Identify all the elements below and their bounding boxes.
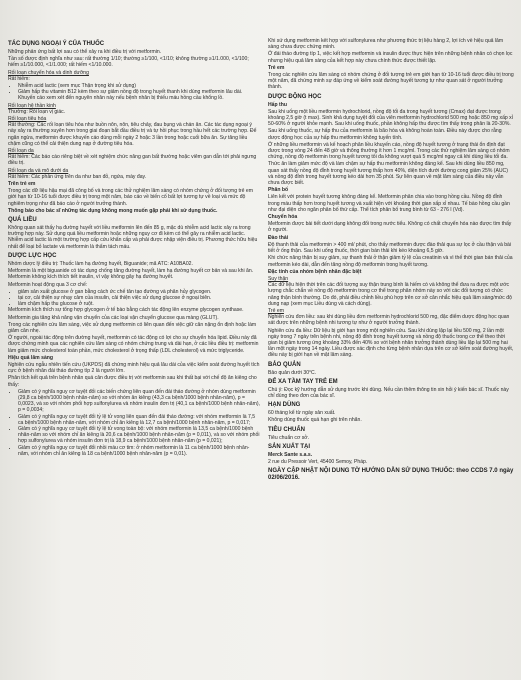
paragraph: Metformin kích thích sự tổng hợp glycogen ở tế bào bằng cách tác động lên enzyme glycogen synthase.	[8, 307, 244, 314]
paragraph: Độ thanh thải của metformin > 400 ml/ phút, cho thấy metformin được đào thải qua sự lọc ở cầu thận và bài tiết ở ống thận. Sau khi uống thuốc, thời gian bán thải khi kéo khoảng 6,5 giờ.	[268, 241, 511, 255]
paragraph: Nghiên cứu ngẫu nhiên tiến cứu (UKPDS) đã chứng minh hiệu quả lâu dài của việc kiểm soát đường huyết tích cực ở bệnh nhân đái tháo đường típ 2 là người lớn.	[8, 361, 260, 375]
subheading: Hiệu quả lâm sàng	[8, 354, 54, 361]
list-item: • giảm sản xuất glucose ở gan bằng cách ức chế tân tạo đường và phân hủy glycogen.	[18, 289, 260, 295]
section-heading-storage: BẢO QUẢN	[268, 361, 301, 368]
list-item: • Giảm có ý nghĩa nguy cơ tuyệt đối các biến chứng liên quan đến đái tháo đường ở nhóm dùng metformin (29,8 ca bệnh/1000 bệnh nhân-năm) so với nhóm ăn kiêng (43,3 ca bệnh/1000 bệnh nhân-năm), p = 0,0023, và so với nhóm phối hợp sulfonylurea và nhóm insulin đơn trị (40,1 ca bệnh/1000 bệnh nhân-năm), p = 0,0034;	[18, 389, 260, 414]
list-item: • Giảm có ý nghĩa nguy cơ tuyệt đối tỷ lệ tử vong liên quan đến đái tháo đường: với nhóm metformin là 7,5 ca bệnh/1000 bệnh nhân-năm, với nhóm chỉ ăn kiêng là 12,7 ca bệnh/1000 bệnh nhân-năm, p = 0,017;	[18, 414, 260, 426]
subheading: Trẻ em	[268, 64, 285, 71]
paragraph: Tần số được định nghĩa như sau: rất thường 1/10; thường ≥1/100, <1/10; không thường ≥1/1.000, <1/100; hiếm ≥1/10.000, <1/1.000; rất hiếm <1/10.000.	[8, 56, 249, 69]
manufacturer-address: 2 rue du Pressoir Vert, 45400 Semoy, Pháp.	[268, 458, 368, 465]
paragraph: Metformin được bài tiết dưới dạng không đổi trong nước tiểu. Không có chất chuyển hóa nào được tìm thấy ở người.	[268, 221, 512, 234]
list-item: • Nhiễm acid lactic (xem mục Thận trọng khi sử dụng)	[18, 83, 260, 89]
bullet-list	[8, 389, 260, 457]
section-heading-side-effects: TÁC DỤNG NGOẠI Ý CỦA THUỐC	[8, 41, 105, 47]
paragraph: Sau khi uống thuốc, sự hấp thu của metformin là bão hòa và không hoàn toàn. Điều này được cho rằng dược động học của sự hấp thu metformin không tuyến tính.	[268, 128, 502, 141]
paragraph: Nghiên cứu đơn liều: sau khi dùng liều đơn metformin hydrochlorid 500 mg, đặc điểm dược động học quan sát được trên những bệnh nhi tương tự như ở người trưởng thành.	[268, 314, 510, 327]
paragraph: Trong các dữ liệu hậu mại đã công bố và trong các thử nghiệm lâm sàng có nhóm chứng ở đối tượng trẻ em giới hạn từ 10-16 tuổi được điều trị trong một năm, báo cáo về biến cố bất lợi tương tự về loại và mức độ nghiêm trọng như đã báo cáo ở người trưởng thành.	[8, 188, 253, 207]
paragraph: Không quan sát thấy hạ đường huyết với liều metformin lên đến 85 g, mặc dù nhiễm acid lactic xảy ra trong trường hợp này. Sử dụng quá liều metformin hoặc những nguy cơ đi kèm có thể gây ra nhiễm acid lactic. Nhiễm acid lactic là một trường hợp cấp cứu khẩn cấp và phải được nhập viện điều trị. Phương thức hữu hiệu nhất để loại bỏ lactate và metformin là thẩm tách máu.	[8, 225, 258, 250]
list-item: • làm chậm hấp thu glucose ở ruột.	[18, 301, 260, 307]
paragraph: Chú ý: Đọc kỹ hướng dẫn sử dụng trước khi dùng. Nếu cần thêm thông tin xin hỏi ý kiến bác sĩ. Thuốc này chỉ dùng theo đơn của bác sĩ.	[268, 386, 509, 399]
subheading: Trên trẻ em	[8, 181, 36, 188]
paragraph: Khi chức năng thận bị suy giảm, sự thanh thải ở thận giảm tỷ lệ của creatinin và vì thế thời gian bán thải của metformin kéo dài, dẫn đến tăng nồng độ metformin trong huyết tương.	[268, 255, 513, 268]
section-heading-manufacturer: SẢN XUẤT TẠI	[268, 443, 310, 450]
revision-date: NGÀY CẬP NHẬT NỘI DUNG TỜ HƯỚNG DẪN SỬ DỤNG THUỐC: theo CCDS 7.0 ngày 02/06/2016.	[268, 468, 514, 482]
paragraph: Sau khi uống một liều metformin hydrochlorid, nồng độ tối đa trong huyết tương (Cmax) đạt được trong khoảng 2,5 giờ (t max). Sinh khả dụng tuyệt đối của viên metformin hydrochlorid 500 mg hoặc 850 mg xấp xỉ 50-60% ở người khỏe mạnh. Sau khi uống thuốc, phần không hấp thu được tìm thấy trong phân là 20-30%.	[268, 108, 513, 128]
subheading: Trẻ em	[268, 307, 284, 314]
list-item: • Giảm hấp thu vitamin B12 kèm theo sự giảm nồng độ trong huyết thanh khi dùng metformin lâu dài. Khuyến cáo xem xét đến nguyên nhân này nếu bệnh nhân bị thiếu máu hồng cầu khổng lồ.	[18, 89, 260, 101]
bullet-list	[8, 289, 260, 308]
section-heading-pharmacokinetics: DƯỢC ĐỘNG HỌC	[268, 93, 322, 100]
paragraph: Metformin là một biguanide có tác dụng chống tăng đường huyết, làm hạ đường huyết cơ bản và sau khi ăn. Metformin không kích thích tiết insulin, vì vậy không gây hạ đường huyết.	[8, 268, 254, 281]
subheading: Chuyển hóa	[268, 214, 298, 221]
subheading: Đặc tính của nhóm bệnh nhân đặc biệt	[268, 268, 362, 275]
right-column	[268, 38, 514, 674]
paragraph: Nhóm dược lý điều trị: Thuốc làm hạ đường huyết, Biguanide; mã ATC: A10BA02.	[8, 260, 193, 267]
section-heading-keep-away: ĐỂ XA TẦM TAY TRẺ EM	[268, 378, 338, 385]
list-item: • Giảm có ý nghĩa nguy cơ tuyệt đối tỷ lệ tử vong toàn bộ: với nhóm metformin là 13,5 ca bệnh/1000 bệnh nhân-năm so với nhóm chỉ ăn kiêng là 20,6 ca bệnh/1000 bệnh nhân-năm (p = 0,011), và so với nhóm phối hợp sulfonylurea và nhóm insulin đơn trị là 18,9 ca bệnh/1000 bệnh nhân-năm (p = 0,021);	[18, 426, 260, 445]
list-item: • Giảm có ý nghĩa nguy cơ tuyệt đối nhồi máu cơ tim: ở nhóm metformin là 11 ca bệnh/1000 bệnh nhân-năm, với nhóm chỉ ăn kiêng là 18 ca bệnh/1000 bệnh nhân-năm (p = 0,01).	[18, 445, 260, 457]
paragraph: Các dữ liệu hiện thời trên các đối tượng suy thận trung bình là hiếm có và không thể đưa ra được một ước lượng chắc chắn về nồng độ metformin trong cơ thể trong phân nhóm này so với các đối tượng có chức năng thận bình thường. Do đó, phải điều chỉnh liều phù hợp trên cơ sở cân nhắc hiệu quả lâm sàng/mức độ dung nạp (xem mục Liều dùng và cách dùng).	[268, 282, 512, 307]
paragraph: Ở đái tháo đường típ 1, việc kết hợp metformin và insulin được thực hiện trên những bệnh nhân có chọn lọc nhưng hiệu quả lâm sàng của kết hợp này chưa chính thức được thiết lập.	[268, 51, 513, 64]
bullet-list	[8, 83, 260, 102]
manufacturer-name: Merck Sante s.a.s.	[268, 451, 313, 458]
paragraph: Liên kết với protein huyết tương không đáng kể. Metformin phân chia vào trong hồng cầu. Nồng độ đỉnh trong máu thấp hơn trong huyết tương và xuất hiện với khoảng thời gian xấp xỉ nhau. Tế bào hồng cầu gần như đại diện cho ngăn phân bố thứ cấp. Thể tích phân bố trung bình từ 63 - 276 l (Vd).	[268, 194, 510, 213]
paragraph: Ở những liều metformin và kế hoạch phân liều khuyến cáo, nồng độ huyết tương ở trạng thái ổn định đạt được trong vòng 24 đến 48 giờ và thông thường ít hơn 1 mcg/ml. Trong các thử nghiệm lâm sàng có nhóm chứng, nồng độ metformin trong huyết tương tối đa không vượt quá 5 mcg/ml ngay cả khi dùng liều tối đa.	[268, 141, 510, 161]
paragraph: Trong các nghiên cứu lâm sàng có nhóm chứng ở đối tượng trẻ em giới hạn từ 10-16 tuổi được điều trị trong một năm, đã chứng minh sự đáp ứng về kiểm soát đường huyết tương tự như quan sát ở người trưởng thành.	[268, 72, 514, 91]
frequency-label: Rất hiếm:	[8, 75, 30, 82]
section-heading-pharmacology: DƯỢC LỰC HỌC	[8, 252, 57, 259]
paragraph: Phân tích kết quả trên bệnh nhân quá cân được điều trị với metformin sau khi thất bại với chế độ ăn kiêng cho thấy:	[8, 375, 257, 388]
paragraph: Rất hiếm: Các phản ứng trên da như ban đỏ, ngứa, mày đay.	[8, 173, 147, 180]
section-heading-overdose: QUÁ LIỀU	[8, 217, 37, 224]
paragraph: Tiêu chuẩn cơ sở.	[268, 434, 310, 441]
notice: Thông báo cho bác sĩ những tác dụng không mong muốn gặp phải khi sử dụng thuốc.	[8, 207, 218, 214]
paragraph: Metformin gia tăng khả năng vận chuyển của các loại vận chuyển glucose qua màng (GLUT).	[8, 314, 219, 321]
subheading: Suy thận	[268, 275, 289, 282]
paragraph: Khi sử dụng metformin kết hợp với sulfonylurea như phương thức trị liệu hàng 2, lợi ích về hiệu quả lâm sàng chưa được chứng minh.	[268, 38, 504, 51]
subheading: Rối loạn tiêu hóa	[8, 116, 47, 123]
paragraph: Bảo quản dưới 30°C.	[268, 369, 317, 376]
subheading: Hấp thu	[268, 101, 287, 108]
section-heading-standard: TIÊU CHUẨN	[268, 426, 305, 433]
subheading: Rối loạn hệ thần kinh	[8, 102, 56, 109]
paragraph: Thường: Rối loạn vị giác.	[8, 108, 66, 115]
left-column	[8, 38, 260, 674]
subheading: Phân bố	[268, 187, 289, 194]
subheading: Rối loạn da và mô dưới da	[8, 167, 69, 174]
paragraph: Ở người, ngoài tác động trên đường huyết, metformin có tác động có lợi cho sự chuyển hóa lipid. Điều này đã được chứng minh qua các nghiên cứu lâm sàng có nhóm chứng trung và dài hạn, ở các liều điều trị: metformin làm giảm mức cholesterol toàn phần, mức cholesterol ở trọng thấp (LDL cholesterol) và mức triglyceride.	[8, 335, 259, 354]
section-heading-expiry: HẠN DÙNG	[268, 402, 301, 409]
paragraph: Rất thường: Các rối loạn tiêu hóa như buồn nôn, nôn, tiêu chảy, đau bụng và chán ăn. Các tác dụng ngoại ý này xảy ra thường xuyên hơn trong giai đoạn bắt đầu điều trị và tự hồi phục trong hầu hết các trường hợp. Để ngăn ngừa, metformin được khuyến cáo dùng mỗi ngày 2 hoặc 3 lần trong hoặc cuối bữa ăn. Sự tăng liều chậm cũng có thể cải thiện dung nạp ở đường tiêu hóa.	[8, 122, 257, 147]
paragraph: Nghiên cứu đa liều: Dữ liệu bị giới hạn trong một nghiên cứu. Sau khi dùng lặp lại liều 500 mg, 2 lần một ngày trong 7 ngày trên bệnh nhi, nồng độ đỉnh trong huyết tương và nồng độ thuốc trong cơ thể theo thời gian bị giảm tương ứng khoảng 33% đến 40% so với bệnh nhân trưởng thành dùng liều lặp lại 500 mg hai lần một ngày trong 14 ngày. Liều được xác định cho từng bệnh nhân dựa trên cơ sở kiểm soát đường huyết, điều này bị giới hạn về mặt lâm sàng.	[268, 327, 514, 359]
paragraph: Rất hiếm: Các báo cáo riêng biệt về xét nghiệm chức năng gan bất thường hoặc viêm gan dẫn tới phải ngưng điều trị.	[8, 154, 257, 167]
paragraph: Thức ăn làm giảm mức độ và làm chậm sự hấp thu metformin không đáng kể. Sau khi dùng liều 850 mg, quan sát thấy nồng độ đỉnh trong huyết tương thấp hơn 40%, diện tích dưới đường cong giảm 25% (AUC) và nồng độ đỉnh trong huyết tương kéo dài hơn 35 phút. Sự liên quan về mặt lâm sàng của điều này vẫn chưa được biết.	[268, 161, 508, 187]
subheading: Rối loạn chuyển hóa và dinh dưỡng	[8, 69, 89, 76]
subheading: Đào thải	[268, 234, 289, 241]
paragraph: Metformin hoạt động qua 3 cơ chế:	[8, 281, 88, 288]
list-item: • tại cơ, cải thiện sự nhạy cảm của insulin, cải thiện việc sử dụng glucose ở ngoại biên.	[18, 295, 260, 301]
subheading: Rối loạn da	[8, 148, 34, 155]
paragraph: 60 tháng kể từ ngày sản xuất.	[268, 410, 336, 417]
paragraph: Những phản ứng bất lợi sau có thể xảy ra khi điều trị với metformin.	[8, 49, 162, 55]
paragraph: Trong các nghiên cứu lâm sàng, việc sử dụng metformin có liên quan đến việc giữ cân nặng ổn định hoặc làm giảm cân nhẹ.	[8, 321, 257, 334]
paragraph: Không dùng thuốc quá hạn ghi trên nhãn.	[268, 417, 362, 424]
